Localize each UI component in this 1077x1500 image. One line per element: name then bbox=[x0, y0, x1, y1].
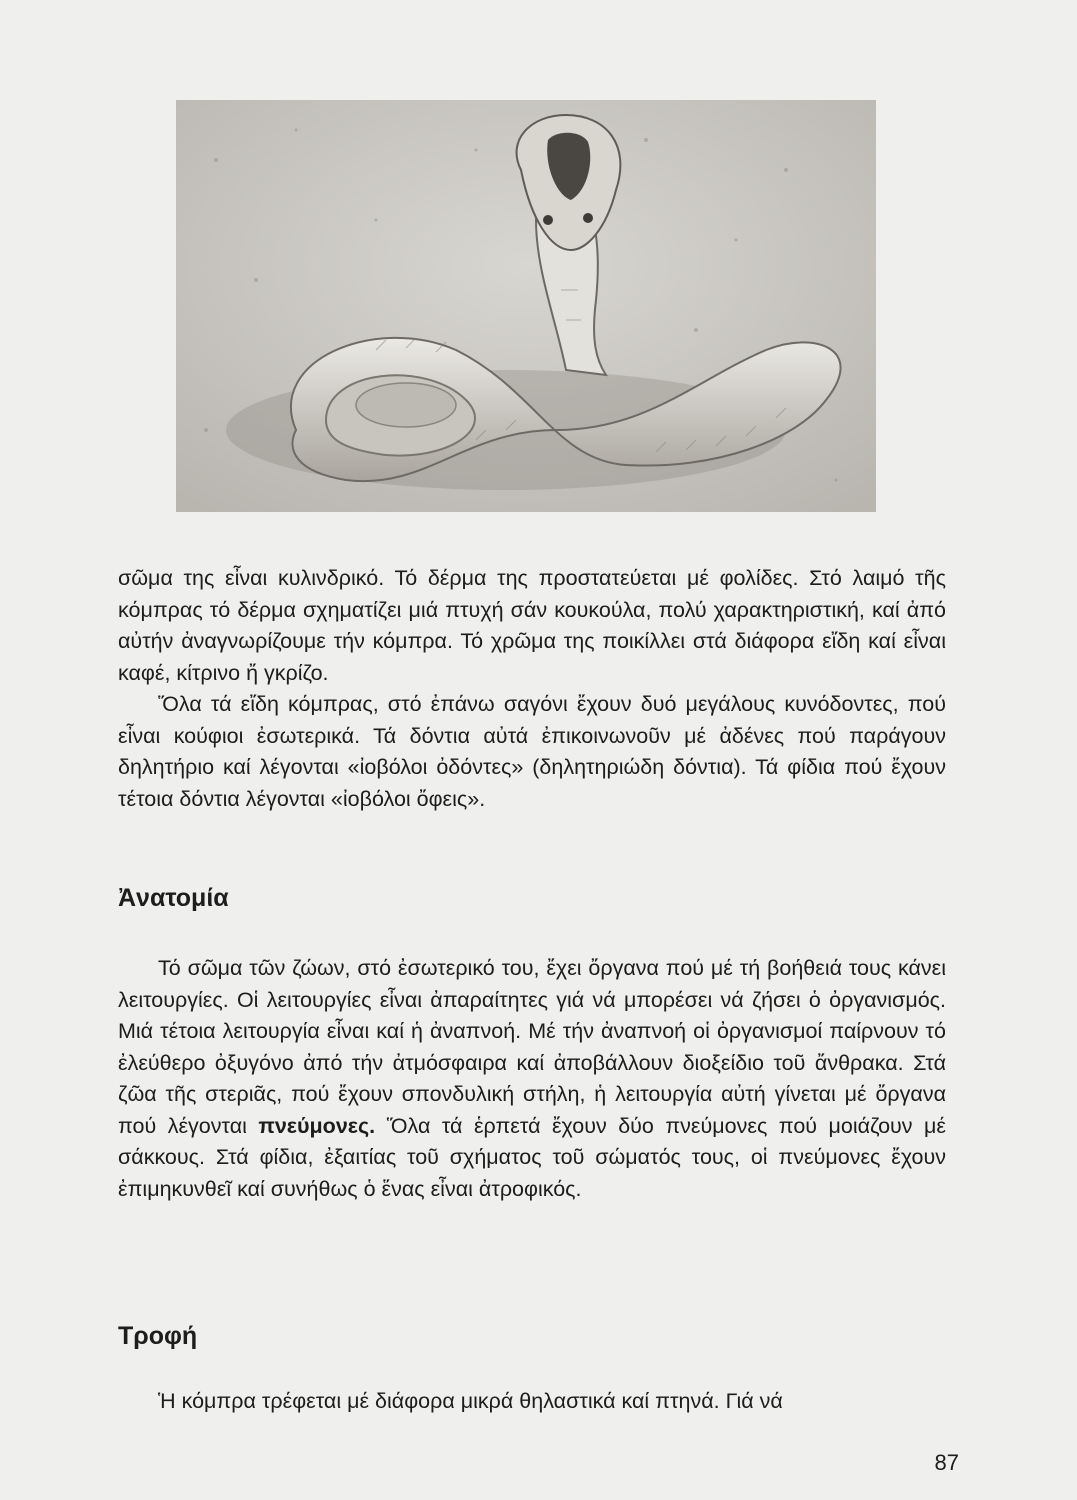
body-text-block-2 bbox=[118, 953, 946, 1205]
paragraph-cobra-skin: σῶμα της εἶναι κυλινδρικό. Τό δέρμα της προστατεύεται μέ φολίδες. Στό λαιμό τῆς κόμπρας τό δέρμα σχηματίζει μιά πτυχή σάν κουκούλα, πολύ χαρακτηριστική, καί ἀπό αὐτήν ἀναγνωρίζουμε τήν κόμπρα. Τό χρῶμα της ποικίλλει στά διάφορα εἴδη καί εἶναι καφέ, κίτρινο ἤ γκρίζο. bbox=[118, 566, 946, 685]
paragraph-cobra-teeth: Ὅλα τά εἴδη κόμπρας, στό ἐπάνω σαγόνι ἔχουν δυό μεγάλους κυνόδοντες, πού εἶναι κούφιοι ἐσωτερικά. Τά δόντια αὐτά ἐπικοινωνοῦν μέ ἀδένες πού παράγουν δηλητήριο καί λέγονται «ἰοβόλοι ὀδόντες» (δηλητηριώδη δόντια). Τά φίδια πού ἔχουν τέτοια δόντια λέγονται «ἰοβόλοι ὄφεις». bbox=[118, 692, 946, 811]
cobra-illustration bbox=[176, 100, 876, 512]
page-number: 87 bbox=[934, 1450, 959, 1475]
paragraph-anatomy bbox=[118, 953, 946, 1205]
lungs-term: πνεύμονες. bbox=[258, 1113, 376, 1138]
heading-food: Τροφή bbox=[118, 1322, 198, 1350]
cobra-photo bbox=[176, 100, 876, 512]
anatomy-text-end: Ὅλα τά ἑρπετά ἔχουν δύο πνεύμονες πού μοιάζουν μέ σάκκους. Στά φίδια, ἐξαιτίας τοῦ σχήματος τοῦ σώματός τους, οἱ πνεύμονες ἔχουν ἐπιμηκυνθεῖ καί συνήθως ὁ ἕνας εἶναι ἀτροφικός. bbox=[118, 1113, 947, 1201]
paragraph-food: Ἡ κόμπρα τρέφεται μέ διάφορα μικρά θηλαστικά καί πτηνά. Γιά νά bbox=[158, 1389, 783, 1413]
body-text-block-1 bbox=[118, 563, 946, 815]
anatomy-text-start: Τό σῶμα τῶν ζώων, στό ἐσωτερικό του, ἔχει ὄργανα πού μέ τή βοήθειά τους κάνει λειτουργίες. Οἱ λειτουργίες εἶναι ἀπαραίτητες γιά νά μπορέσει νά ζήσει ὁ ὀργανισμός. Μιά τέτοια λειτουργία εἶναι καί ἡ ἀναπνοή. Μέ τήν ἀναπνοή οἱ ὀργανισμοί παίρνουν τό ἐλεύθερο ὀξυγόνο ἀπό τήν ἀτμόσφαιρα καί ἀποβάλλουν διοξείδιο τοῦ ἄνθρακα. Στά ζῶα τῆς στεριᾶς, πού ἔχουν σπονδυλική στήλη, ἡ λειτουργία αὐτή γίνεται μέ ὄργανα πού λέγονται bbox=[118, 956, 946, 1138]
heading-anatomy: Ἀνατομία bbox=[118, 884, 229, 912]
body-text-block-3 bbox=[118, 1386, 946, 1418]
